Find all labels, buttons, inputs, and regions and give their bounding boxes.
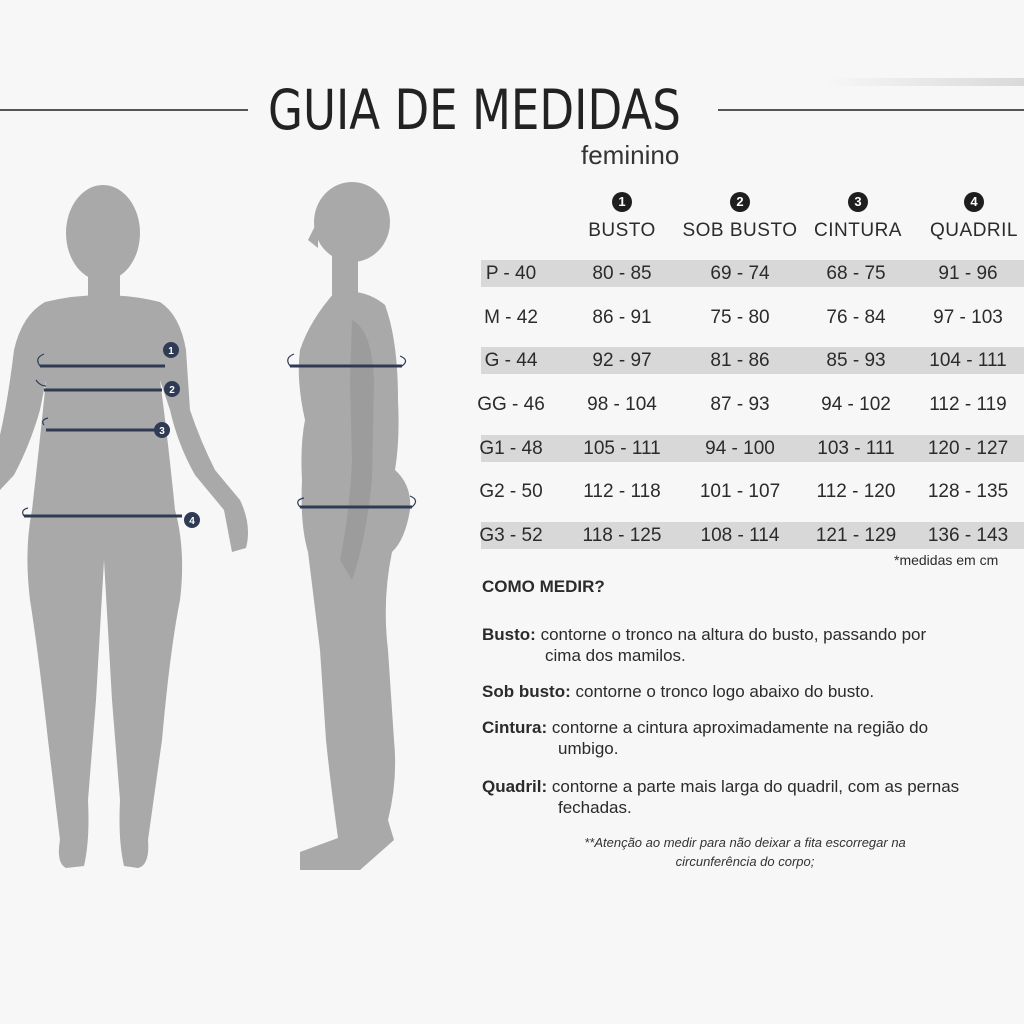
size-cell: G3 - 52	[479, 525, 543, 546]
instruction-cintura	[482, 717, 928, 759]
table-row	[481, 522, 1024, 549]
size-cell: GG - 46	[477, 394, 545, 415]
cintura-cell: 112 - 120	[816, 481, 896, 502]
quadril-cell: 112 - 119	[929, 394, 1007, 415]
page-subtitle: feminino	[581, 140, 680, 170]
table-row	[477, 391, 1024, 418]
quadril-cell: 128 - 135	[927, 481, 1009, 502]
busto-cell: 112 - 118	[583, 481, 661, 502]
busto-cell: 105 - 111	[583, 438, 661, 459]
quadril-cell: 136 - 143	[927, 525, 1009, 546]
sob-busto-cell: 94 - 100	[705, 438, 775, 459]
marker-1-label: 1	[168, 346, 174, 357]
busto-cell: 80 - 85	[592, 263, 652, 284]
instruction-sob-busto	[482, 681, 874, 702]
sob-busto-cell: 75 - 80	[710, 307, 770, 328]
warning-note	[500, 833, 990, 871]
cintura-cell: 85 - 93	[826, 350, 886, 371]
quadril-cell: 91 - 96	[938, 263, 998, 284]
column-header-busto	[562, 192, 682, 242]
body-figures-illustration	[0, 180, 460, 890]
instruction-term: Cintura:	[482, 718, 548, 737]
instruction-text: contorne o tronco logo abaixo do busto.	[575, 682, 875, 701]
busto-cell: 92 - 97	[592, 350, 652, 371]
column-header-cintura	[798, 192, 918, 242]
title-rule-left	[0, 109, 248, 111]
units-note: *medidas em cm	[894, 552, 999, 568]
column-label: BUSTO	[588, 220, 656, 241]
warning-line: circunferência do corpo;	[675, 854, 815, 869]
cintura-cell: 121 - 129	[815, 525, 897, 546]
marker-4-label: 4	[189, 516, 195, 527]
sob-busto-cell: 87 - 93	[710, 394, 770, 415]
table-row	[481, 478, 1024, 505]
instruction-term: Quadril:	[482, 777, 548, 796]
side-figure	[299, 182, 410, 870]
cintura-cell: 76 - 84	[826, 307, 886, 328]
busto-cell: 118 - 125	[582, 525, 662, 546]
page-title: GUIA DE MEDIDAS	[268, 78, 681, 142]
column-label: QUADRIL	[930, 220, 1018, 241]
warning-line: **Atenção ao medir para não deixar a fita escorregar na	[584, 835, 906, 850]
column-label: CINTURA	[814, 220, 902, 241]
corner-shadow	[824, 78, 1024, 86]
table-row	[481, 304, 1024, 331]
instruction-term: Busto:	[482, 625, 536, 644]
size-cell: P - 40	[485, 263, 537, 284]
how-to-title: COMO MEDIR?	[482, 577, 605, 596]
column-number-badge: 4	[964, 192, 984, 212]
size-cell: G1 - 48	[479, 438, 543, 459]
title-rule-right	[718, 109, 1024, 111]
quadril-cell: 97 - 103	[933, 307, 1003, 328]
instruction-text-cont: cima dos mamilos.	[545, 646, 686, 665]
sob-busto-cell: 101 - 107	[699, 481, 781, 502]
size-cell: G2 - 50	[479, 481, 543, 502]
quadril-cell: 104 - 111	[929, 350, 1007, 371]
quadril-cell: 120 - 127	[927, 438, 1009, 459]
table-row	[481, 260, 1024, 287]
instruction-text: contorne a parte mais larga do quadril, com as pernas	[551, 777, 960, 796]
column-number-badge: 2	[730, 192, 750, 212]
column-header-sob-busto	[680, 192, 800, 242]
busto-cell: 86 - 91	[592, 307, 652, 328]
column-label: SOB BUSTO	[682, 220, 798, 241]
column-header-quadril	[914, 192, 1024, 242]
instruction-text-cont: umbigo.	[558, 739, 619, 758]
sob-busto-cell: 108 - 114	[700, 525, 780, 546]
front-figure	[0, 185, 248, 868]
size-cell: M - 42	[484, 307, 538, 328]
instruction-quadril	[482, 776, 959, 818]
instruction-term: Sob busto:	[482, 682, 571, 701]
sob-busto-cell: 69 - 74	[710, 263, 770, 284]
table-row	[481, 347, 1024, 374]
sob-busto-cell: 81 - 86	[710, 350, 770, 371]
table-row	[481, 435, 1024, 462]
cintura-cell: 68 - 75	[826, 263, 886, 284]
size-cell: G - 44	[484, 350, 538, 371]
instruction-text: contorne o tronco na altura do busto, passando por	[540, 625, 927, 644]
cintura-cell: 103 - 111	[817, 438, 895, 459]
instruction-text-cont: fechadas.	[558, 798, 632, 817]
instruction-text: contorne a cintura aproximadamente na região do	[551, 718, 929, 737]
cintura-cell: 94 - 102	[821, 394, 891, 415]
column-number-badge: 3	[848, 192, 868, 212]
marker-2-label: 2	[169, 385, 175, 396]
instruction-busto	[482, 624, 926, 666]
busto-cell: 98 - 104	[587, 394, 657, 415]
column-number-badge: 1	[612, 192, 632, 212]
marker-3-label: 3	[159, 426, 165, 437]
